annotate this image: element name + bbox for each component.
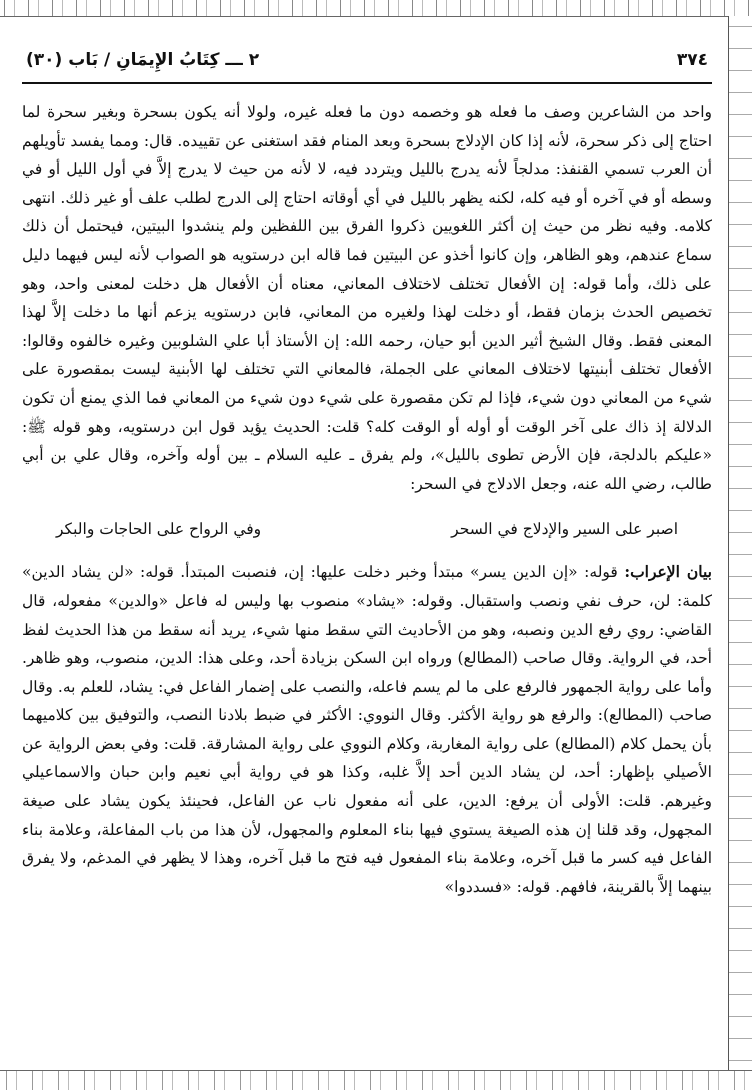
- verse-second-hemistich: وفي الرواح على الحاجات والبكر: [56, 520, 262, 539]
- paragraph: [22, 558, 712, 901]
- book-page: [22, 40, 712, 901]
- verse-first-hemistich: اصبر على السير والإدلاج في السحر: [451, 520, 678, 539]
- paragraph-text: قوله: «إن الدين يسر» مبتدأ وخبر دخلت عليها: إن، فنصبت المبتدأ. قوله: «لن يشاد الدين» كلمة: لن، حرف نفي ونصب واستقبال. وقوله: «يشاد» منصوب بها وليس له فاعل «والدين» مفعوله، قال القاضي: روي رفع الدين ونصبه، وهو من الأحاديث التي سقط منها شيء، يريد أنه سقط من هذا الحديث لفظ أحد، في الرواية. وقال صاحب (المطالع) ورواه ابن السكن بزيادة أحد، وعلى هذا: الدين، منصوب، وهو ظاهر. وأما على رواية الجمهور فالرفع على ما لم يسم فاعله، والنصب على إضمار الفاعل في: يشاد، للعلم به. وقال صاحب (المطالع): والرفع هو رواية الأكثر. وقال النووي: الأكثر في ضبط بلادنا النصب، والتوفيق بين كلاميهما بأن يحمل كلام (المطالع) على رواية المغاربة، وكلام النووي على رواية المشارقة. قلت: وفي بعض الرواية عن الأصيلي بإظهار: أحد، لن يشاد الدين أحد إلاَّ غلبه، وكذا هو في رواية أبي نعيم وابن حبان والاسماعيلي وغيرهم. قلت: الأولى أن يرفع: الدين، على أنه مفعول ناب عن الفاعل، فحينئذ يكون يشاد على صيغة المجهول، وقد قلنا إن هذه الصيغة يستوي فيها بناء المعلوم والمجهول، لأن هذا من باب المفاعلة، وعلامة بناء الفاعل فيه كسر ما قبل آخره، وعلامة بناء المفعول فيه فتح ما قبل آخره، وهذا لا يظهر في المدغم، ولا يفرق بينهما إلاَّ بالقرينة، فافهم. قوله: «فسددوا»: [22, 563, 712, 896]
- page-header: [22, 40, 712, 84]
- paragraph-lead: بيان الإعراب:: [624, 562, 713, 582]
- poetry-verse: [56, 514, 678, 544]
- paragraph-text: واحد من الشاعرين وصف ما فعله هو وخصمه دون ما فعله غيره، ولولا أنه يكون بسحرة وبغير سحرة لما احتاج إلى ذكر سحرة، لأنه إذا كان الإدلاج بسحرة وبعد المنام فقد استغنى عن تقييده. قال: ومما يفسد تأويلهم أن العرب تسمي القنفذ: مدلجاً لأنه يدرج بالليل ويتردد فيه، لا لأنه من حيث لا يدرج إلاَّ في أول الليل أو في وسطه أو في آخره أو فيه كله، لكنه يظهر بالليل في أي أوقاته احتاج إلى الدرج لطلب علف أو غير ذلك. انتهى كلامه. وفيه نظر من حيث إن أكثر اللغويين ذكروا الفرق بين اللفظين ولم ينشدوا البيتين، فيحتمل أن ذلك سماع عندهم، وهو الظاهر، وإن كانوا أخذو عن البيتين فما قاله ابن درستويه هو الصواب لأنه ليس فيهما دليل على ذلك، وأما قوله: إن الأفعال تختلف لاختلاف المعاني، معناه أن الأفعال هل دخلت لمعنى واحد، وهو تخصيص الحدث بزمان فقط، أو دخلت لهذا ولغيره من المعاني، فابن درستويه يزعم أنها ما دخلت إلاَّ لهذا المعنى فقط. وقال الشيخ أثير الدين أبو حيان، رحمه الله: إن الأستاذ أبا علي الشلوبين وغيره خالفوه وقالوا: الأفعال تختلف أبنيتها لاختلاف المعاني على الجملة، فالمعاني التي تختلف لها الأبنية ليست بمقصورة على شيء من المعاني دون شيء، فإذا لم تكن مقصورة على شيء دون شيء من المعاني فما الذي يمنع أن تكون الدلالة إذ ذاك على آخر الوقت أو أوله أو الوقت كله؟ قلت: الحديث يؤيد قول ابن درستويه، وهو قوله ﷺ: «عليكم بالدلجة، فإن الأرض تطوى بالليل»، ولم يفرق ـ عليه السلام ـ بين أوله وآخره، وقال علي بن أبي طالب، رضي الله عنه، وجعل الادلاج في السحر:: [22, 103, 712, 493]
- side-ornament-border: [728, 16, 752, 1070]
- paragraph: [22, 98, 712, 498]
- page-body: [22, 98, 712, 901]
- top-ornament-border: [0, 0, 752, 17]
- chapter-title: ٢ ـــ كِتَابُ الإِيمَانِ / بَاب (٣٠): [26, 50, 260, 70]
- page-number: ٣٧٤: [676, 50, 708, 70]
- bottom-ornament-border: [0, 1070, 752, 1090]
